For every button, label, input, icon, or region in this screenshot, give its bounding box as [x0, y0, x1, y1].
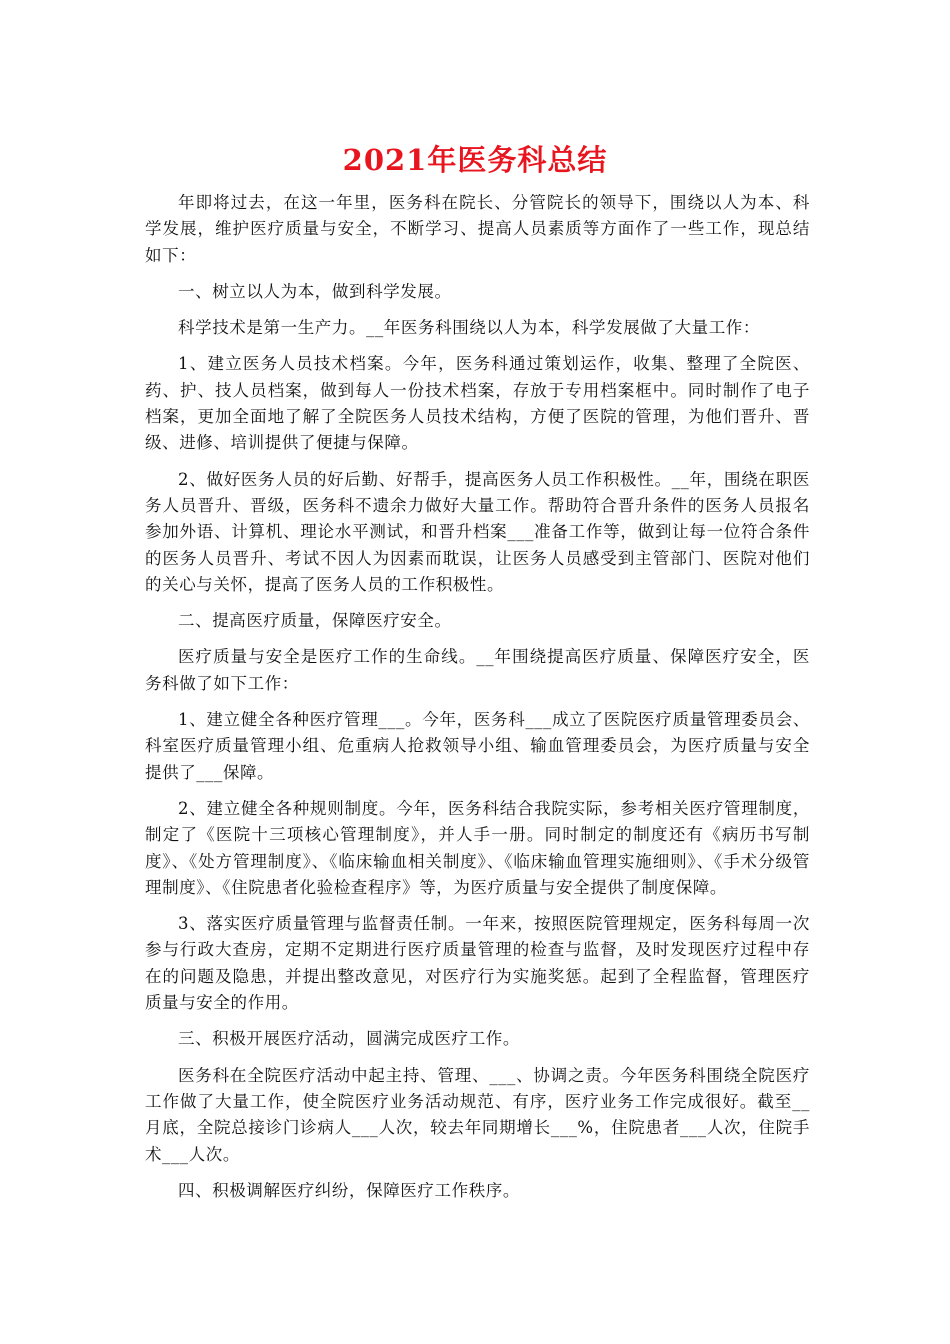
body-paragraph: 医疗质量与安全是医疗工作的生命线。__年围绕提高医疗质量、保障医疗安全，医务科做了如下工作： [145, 647, 810, 693]
intro-paragraph: 年即将过去，在这一年里，医务科在院长、分管院长的领导下，围绕以人为本、科学发展，维护医疗质量与安全，不断学习、提高人员素质等方面作了一些工作，现总结如下： [145, 193, 810, 265]
body-paragraph: 科学技术是第一生产力。__年医务科围绕以人为本，科学发展做了大量工作： [178, 318, 760, 338]
section-heading-3: 三、积极开展医疗活动，圆满完成医疗工作。 [178, 1029, 520, 1049]
section-heading-2: 二、提高医疗质量，保障医疗安全。 [178, 611, 452, 631]
document-title: 2021年医务科总结 [342, 143, 608, 177]
section-heading-1: 一、树立以人为本，做到科学发展。 [178, 281, 452, 301]
section-heading-4: 四、积极调解医疗纠纷，保障医疗工作秩序。 [178, 1180, 520, 1200]
body-paragraph: 3、落实医疗质量管理与监督责任制。一年来，按照医院管理规定，医务科每周一次参与行政大查房，定期不定期进行医疗质量管理的检查与监督，及时发现医疗过程中存在的问题及隐患，并提出整改意见，对医疗行为实施奖惩。起到了全程监督，管理医疗质量与安全的作用。 [145, 914, 810, 1013]
body-paragraph: 医务科在全院医疗活动中起主持、管理、___、协调之责。今年医务科围绕全院医疗工作做了大量工作，使全院医疗业务活动规范、有序，医疗业务工作完成很好。截至__月底，全院总接诊门诊病人___人次，较去年同期增长___%，住院患者___人次，住院手术___人次。 [145, 1065, 810, 1164]
body-paragraph: 1、建立健全各种医疗管理___。今年，医务科___成立了医院医疗质量管理委员会、科室医疗质量管理小组、危重病人抢救领导小组、输血管理委员会，为医疗质量与安全提供了___保障。 [145, 710, 810, 782]
body-paragraph: 2、建立健全各种规则制度。今年，医务科结合我院实际，参考相关医疗管理制度，制定了《医院十三项核心管理制度》，并人手一册。同时制定的制度还有《病历书写制度》、《处方管理制度》、《临床输血相关制度》、《临床输血管理实施细则》、《手术分级管理制度》、《住院患者化验检查程序》等，为医疗质量与安全提供了制度保障。 [145, 798, 810, 897]
body-paragraph: 2、做好医务人员的好后勤、好帮手，提高医务人员工作积极性。__年，围绕在职医务人员晋升、晋级，医务科不遗余力做好大量工作。帮助符合晋升条件的医务人员报名参加外语、计算机、理论水平测试，和晋升档案___准备工作等，做到让每一位符合条件的医务人员晋升、考试不因人为因素而耽误，让医务人员感受到主管部门、医院对他们的关心与关怀，提高了医务人员的工作积极性。 [145, 469, 810, 594]
body-paragraph: 1、建立医务人员技术档案。今年，医务科通过策划运作，收集、整理了全院医、药、护、技人员档案，做到每人一份技术档案，存放于专用档案框中。同时制作了电子档案，更加全面地了解了全院医务人员技术结构，方便了医院的管理，为他们晋升、晋级、进修、培训提供了便捷与保障。 [145, 354, 810, 453]
document-body [145, 190, 810, 1214]
